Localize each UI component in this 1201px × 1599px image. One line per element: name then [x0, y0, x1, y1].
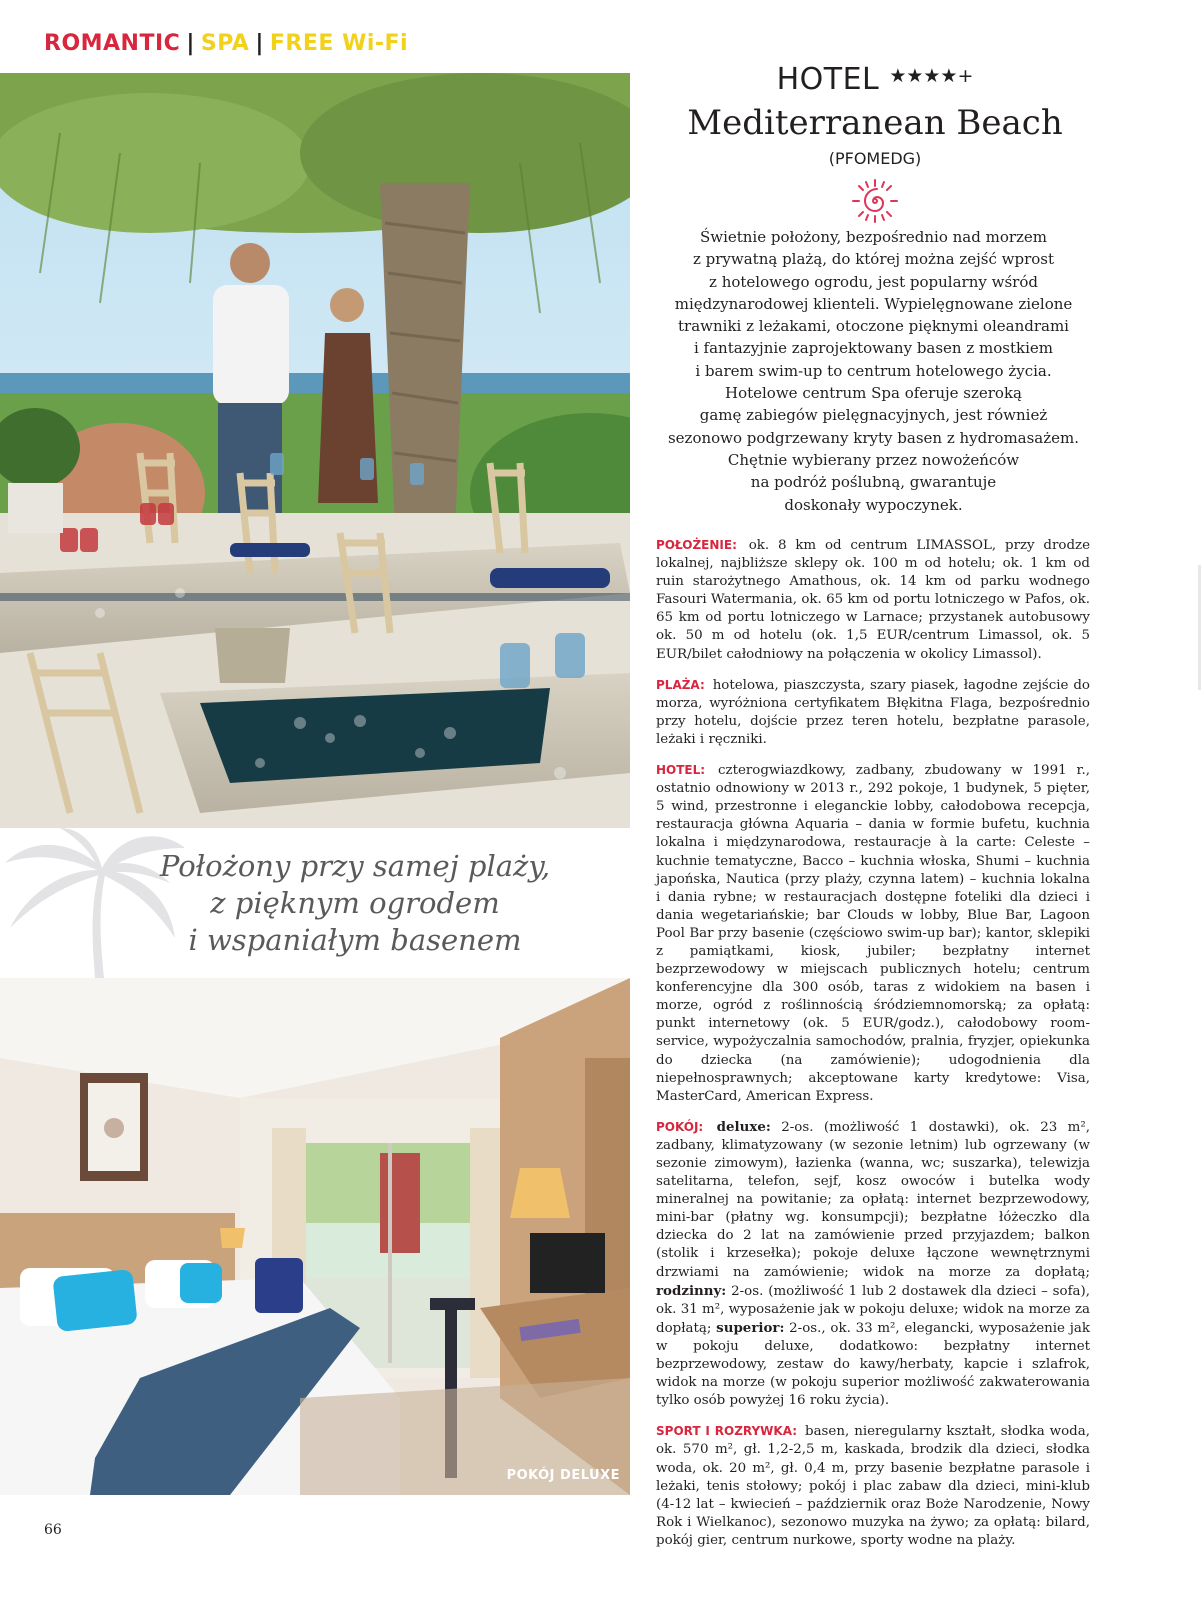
hotel-details: [656, 536, 1090, 1562]
room-text-superior: 2-os., ok. 33 m², elegancki, wyposażenie jak w pokoju deluxe, dodatkowo: bezpłatny internet bezprzewodowy, zestaw do kawy/herbaty, kapcie i szlafrok, widok na morze (w pokoju superior możliwość zakwaterowania tylko osób powyżej 16 roku życia).: [656, 1320, 1090, 1409]
intro-paragraph: [655, 226, 1092, 516]
room-type-superior: superior:: [716, 1319, 785, 1336]
room-type-deluxe: deluxe:: [716, 1118, 771, 1135]
section-text: ok. 8 km od centrum LIMASSOL, przy drodze lokalnej, najbliższe sklepy ok. 100 m od hotelu; ok. 1 km od ruin starożytnego Amathous, ok. 14 km od parku wodnego Fasouri Watermania, ok. 65 km od portu lotniczego w Pafos, ok. 65 km od portu lotniczego w Larnace; przystanek autobusowy ok. 50 m od hotelu (ok. 1,5 EUR/centrum Limassol, ok. 5 EUR/bilet całodniowy na połączenia w okolicy Limassol).: [656, 538, 1090, 662]
tag-spa: SPA: [200, 30, 250, 56]
intro-line: na podróż poślubną, gwarantuje: [750, 473, 997, 492]
hotel-code: (PFOMEDG): [828, 149, 922, 168]
section-beach: [656, 676, 1090, 749]
slogan-line: Położony przy samej plaży,: [159, 849, 551, 883]
section-room: [656, 1118, 1090, 1411]
slogan-line: z pięknym ogrodem: [210, 886, 500, 920]
section-sport: [656, 1422, 1090, 1550]
intro-line: i fantazyjnie zaprojektowany basen z mostkiem: [693, 339, 1054, 358]
page-number: 66: [44, 1522, 62, 1538]
room-type-family: rodzinny:: [656, 1282, 727, 1299]
hotel-category: [650, 62, 1100, 97]
tag-romantic: ROMANTIC: [44, 30, 181, 56]
slogan-line: i wspaniałym basenem: [188, 923, 522, 957]
deluxe-room-photo: [0, 978, 630, 1495]
intro-line: międzynarodowej klienteli. Wypielęgnowane zielone: [674, 294, 1073, 313]
section-hotel: [656, 761, 1090, 1106]
section-label: SPORT I ROZRYWKA:: [656, 1424, 798, 1439]
tag-wifi: FREE Wi-Fi: [269, 30, 409, 56]
restaurant-garden-photo: [0, 73, 630, 828]
slogan-block: [0, 828, 630, 978]
hotel-header: [650, 62, 1100, 224]
intro-line: gamę zabiegów pielęgnacyjnych, jest również: [699, 406, 1048, 425]
room-text-deluxe: 2-os. (możliwość 1 dostawki), ok. 23 m², zadbany, klimatyzowany (w sezonie letnim) lub ogrzewany (w sezonie zimowym), łazienka (wanna, wc; suszarka), telewizja satelitarna, telefon, sejf, kosz owoców i butelka wody mineralnej na powitanie; za opłatą: internet bezprzewodowy, mini-bar (płatny wg. konsumpcji); bezpłatne łóżeczko dla dziecka do 2 lat na zamówienie przed przyjazdem; balkon (stolik i krzesełka); pokoje deluxe łączone wewnętrznymi drzwiami na zamówienie; widok na morze za dopłatą;: [656, 1119, 1090, 1280]
hotel-label: HOTEL: [776, 62, 880, 97]
section-text: czterogwiazdkowy, zadbany, zbudowany w 1991 r., ostatnio odnowiony w 2013 r., 292 pokoje, 1 budynek, 5 pięter, 5 wind, przestronne i eleganckie lobby, całodobowa recepcja, restauracja główna Aquaria – dania w formie bufetu, kuchnia lokalna i międzynarodowa, restauracje à la carte: Celeste – kuchnie tematyczne, Bacco – kuchnia włoska, Shumi – kuchnia japońska, Nautica (przy plaży, czynna latem) – kuchnia lokalna i dania rybne; w restauracjach dostępne foteliki dla dzieci i dania wegetariańskie; bar Clouds w lobby, Blue Bar, Lagoon Pool Bar przy basenie (częściowo swim-up bar); kantor, sklepiki z pamiątkami, kiosk, jubiler; bezpłatny internet bezprzewodowy w miejscach publicznych hotelu; centrum konferencyjne dla 300 osób, taras z widokiem na basen i morze, ogród z roślinnością śródziemnomorską; za opłatą: punkt internetowy (ok. 5 EUR/godz.), całodobowy room-service, wypożyczalnia samochodów, pralnia, fryzjer, opiekunka do dziecka (na zamówienie); udogodnienia dla niepełnosprawnych; akceptowane karty kredytowe: Visa, MasterCard, American Express.: [656, 763, 1090, 1104]
intro-line: z prywatną plażą, do której można zejść wprost: [692, 250, 1055, 269]
section-label: POŁOŻENIE:: [656, 538, 737, 552]
tag-separator: |: [186, 30, 195, 56]
intro-line: sezonowo podgrzewany kryty basen z hydromasażem.: [667, 428, 1080, 447]
section-text: hotelowa, piaszczysta, szary piasek, łagodne zejście do morza, wyróżniona certyfikatem Błękitna Flaga, bezpośrednio przy hotelu, dojście przez teren hotelu, bezpłatne parasole, leżaki i ręczniki.: [656, 677, 1090, 747]
intro-line: Świetnie położony, bezpośrednio nad morzem: [699, 228, 1048, 246]
intro-line: doskonały wypoczynek.: [784, 495, 963, 514]
room-text-family: 2-os. (możliwość 1 lub 2 dostawek dla dzieci – sofa), ok. 31 m², wyposażenie jak w pokoju deluxe; widok na morze za dopłatą;: [656, 1283, 1091, 1336]
section-label: HOTEL:: [656, 763, 706, 778]
section-label: POKÓJ:: [656, 1119, 704, 1134]
section-location: [656, 536, 1090, 664]
slogan-text: [120, 848, 590, 959]
hotel-name: Mediterranean Beach: [687, 103, 1063, 143]
section-label: PLAŻA:: [656, 677, 705, 692]
room-caption: POKÓJ DELUXE: [506, 1468, 620, 1483]
feature-tags: [44, 28, 408, 58]
section-text: basen, nieregularny kształt, słodka woda, ok. 570 m², gł. 1,2-2,5 m, kaskada, brodzik dla dzieci, słodka woda, ok. 20 m², gł. 0,4 m, przy basenie bezpłatne parasole i leżaki, tenis stołowy; pokój i plac zabaw dla dzieci, mini-klub (4-12 lat – kwiecień – październik oraz Boże Narodzenie, Nowy Rok i Wielkanoc), sezonowo muzyka na żywo; za opłatą: bilard, pokój gier, centrum nurkowe, sporty wodne na plaży.: [656, 1424, 1090, 1548]
intro-line: Chętnie wybierany przez nowożeńców: [727, 450, 1020, 469]
intro-line: z hotelowego ogrodu, jest popularny wśród: [709, 272, 1038, 291]
sun-spiral-icon: [850, 178, 900, 224]
intro-line: i barem swim-up to centrum hotelowego życia.: [695, 361, 1052, 380]
intro-line: trawniki z leżakami, otoczone pięknymi oleandrami: [678, 317, 1069, 336]
intro-line: Hotelowe centrum Spa oferuje szeroką: [724, 384, 1022, 403]
tag-separator: |: [255, 30, 264, 56]
hotel-stars: ★★★★+: [889, 65, 974, 87]
